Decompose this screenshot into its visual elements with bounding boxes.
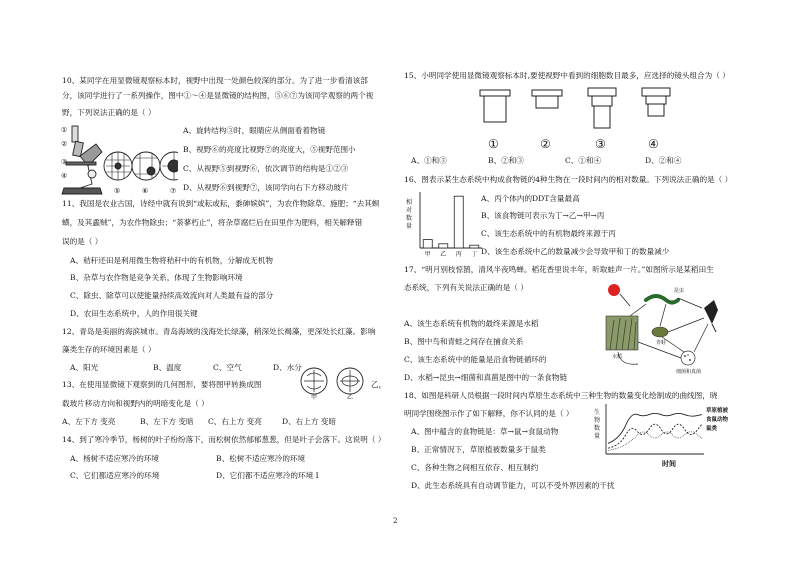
q11-option-b: B、杂草与农作物是竞争关系，体现了生物影响环境 xyxy=(70,273,243,282)
q15-fig-label-4: ④ xyxy=(648,137,659,151)
q15-fig-label-3: ③ xyxy=(595,137,606,151)
q14-line1: 14、到了寒冷季节，杨树的叶子纷纷落下，而松树依然郁郁葱葱，但是叶子会落下。这说明（ ） xyxy=(62,435,386,444)
q11-line1: 11、我国是农业古国，诗经中就有说到“或耘或耘，黍砷嫔嫔”，为农作物除草、施肥；“去其螟 xyxy=(62,199,380,208)
q18-option-a: A、图中蕴含的食物链是：草→鼠→食鼠动物 xyxy=(411,427,559,436)
q15-option-c: C、①和④ xyxy=(565,156,602,165)
q11-option-a: A、秸秆还田是利用微生物将秸秆中的有机物，分解成无机物 xyxy=(70,256,273,265)
q11-option-d: D、农田生态系统中，人的作用很关键 xyxy=(70,309,198,318)
q10-fig-label-5: ⑤ xyxy=(114,187,121,195)
q13-line1-end: 乙， xyxy=(371,380,387,389)
q12-option-c: C、空气 xyxy=(213,363,242,372)
q11-line2: 蟥，及其蟊贼”，为农作物除虫；“荼蓼朽止”，将杂草腐烂后在田里作为肥料，相关解释错 xyxy=(62,218,363,227)
q18-line2: 明同学围绕图示作了如下解释，你不认同的是（ ） xyxy=(404,409,574,418)
q10-line1: 10、某同学在用显微镜观察标本时，视野中出现一处颜色较深的部分。为了进一步看清该部 xyxy=(62,76,368,85)
q12-option-d: D、水分 xyxy=(273,363,302,372)
q13-fig-label-jia: 甲 xyxy=(311,394,318,400)
q10-fig-label-3: ③ xyxy=(61,158,68,166)
q15-option-d: D、②和④ xyxy=(645,156,682,165)
q13-option-b: B、左下方 变暗 xyxy=(140,417,194,426)
q10-option-a: A、旋转结构③时，眼睛应从侧面看着物镜 xyxy=(183,126,326,135)
q18-ylabel-2: 物 xyxy=(594,417,601,424)
q16-bar-2 xyxy=(454,196,463,248)
q15-line1: 15、小明同学使用显微镜观察标本时,要使视野中看到的细胞数目最多，应选择的镜头组合为（ ） xyxy=(404,71,730,80)
q16-tick-label-2: 丙 xyxy=(455,251,462,258)
q13-figure xyxy=(298,364,370,400)
q16-ylabel-1: 相 xyxy=(406,199,413,206)
q17-figure xyxy=(600,282,740,376)
q17-option-d: D、水稻→昆虫→细菌和真菌是图中的一条食物链 xyxy=(404,373,568,382)
q13-fig-label-yi: 乙 xyxy=(347,394,354,400)
q16-bar-3 xyxy=(470,245,479,248)
q16-bar-0 xyxy=(423,240,432,248)
page-number: 2 xyxy=(393,517,398,525)
q16-line1: 16、图表示某生态系统中构成食物链的4种生物在一段时间内的相对数量。下列说法正确的是（ ） xyxy=(404,175,733,184)
q16-ylabel-2: 对 xyxy=(406,207,413,214)
q17-line1: 17、“明月别枝惊鹊，清风半夜鸣蝉。稻花香里说丰年，听取蛙声一片。”如图所示是某稻田生 xyxy=(404,265,714,274)
q16-tick-label-0: 甲 xyxy=(424,251,431,258)
q15-option-b: B、②和③ xyxy=(488,156,524,165)
q17-option-b: B、图中鸟和青蛙之间存在捕食关系 xyxy=(404,337,524,346)
q10-fig-label-2: ② xyxy=(61,140,68,148)
q16-bar-1 xyxy=(439,244,448,248)
q10-fig-label-4: ④ xyxy=(61,172,68,180)
q17-label-microbe: 细菌和真菌 xyxy=(676,369,702,375)
q12-option-a: A、阳光 xyxy=(70,363,99,372)
q18-option-d: D、此生态系统具有自动调节能力，可以不受外界因素的干扰 xyxy=(411,481,615,490)
q13-line2: 载玻片移动方向和视野内的明暗变化是（ ） xyxy=(62,399,209,408)
frog-icon xyxy=(652,327,668,337)
q17-option-a: A、该生态系统有机物的最终来源是水稻 xyxy=(404,319,539,328)
q10-fig-label-6: ⑥ xyxy=(142,187,149,195)
q11-line3: 误的是（ ） xyxy=(62,237,103,246)
q13-option-d: D、右上方 变暗 xyxy=(282,417,337,426)
q14-option-c: C、它们都适应寒冷的环境 xyxy=(70,471,160,480)
q10-option-d: D、从视野⑥到视野⑦，该同学向右下方移动玻片 xyxy=(183,183,349,192)
q18-ylabel-1: 生 xyxy=(594,409,601,416)
q13-line1: 13、在使用显微镜下观察到的几何图形，要将图甲转换成图 xyxy=(62,380,262,389)
q17-label-frog: 青蛙 xyxy=(656,340,667,346)
q16-tick-label-3: 丁 xyxy=(471,251,478,258)
q10-line3: 野，下列说法正确的是（ ） xyxy=(62,108,156,117)
q12-line1: 12、青岛是美丽的海滨城市。青岛海域的浅海处长绿藻，稍深处长褐藻，更深处长红藻。影响 xyxy=(62,327,376,336)
q12-line2: 藻类生存的环境因素是（ ） xyxy=(62,345,156,354)
q17-line2: 态系统，下列有关说法正确的是（ ） xyxy=(404,283,528,292)
q16-option-a: A、丙个体内的DDT含量最高 xyxy=(481,194,580,203)
q18-series-2 xyxy=(608,432,702,451)
q16-option-c: C、该生态系统中的有机物最终来源于丙 xyxy=(481,229,616,238)
q16-chart xyxy=(404,188,484,260)
q18-option-b: B、正常情况下，草原植被数量多于鼠类 xyxy=(411,445,546,454)
sun-icon xyxy=(608,284,620,296)
q18-xlabel: 时间 xyxy=(662,459,676,468)
q15-fig-label-1: ① xyxy=(488,137,499,151)
q16-ylabel-4: 量 xyxy=(406,223,413,230)
q13-option-c: C、右上方 变亮 xyxy=(208,417,262,426)
q11-option-c: C、除虫、除草可以使能量持续高效流向对人类最有益的部分 xyxy=(70,291,274,300)
q18-legend-1: 草原植被 xyxy=(706,408,729,414)
q15-fig-label-2: ② xyxy=(540,137,551,151)
bird-icon xyxy=(704,300,718,324)
q13-option-a: A、左下方 变亮 xyxy=(62,417,116,426)
q15-option-a: A、①和③ xyxy=(411,156,447,165)
q15-figure xyxy=(470,86,700,154)
insect-icon xyxy=(646,296,678,303)
q17-label-rice: 水稻 xyxy=(612,354,623,360)
q18-series-1 xyxy=(608,424,702,448)
q16-option-d: D、该生态系统中乙的数量减少会导致甲和丁的数量减少 xyxy=(481,247,670,256)
q14-option-a: A、杨树不适应寒冷的环境 xyxy=(70,454,160,463)
q18-ylabel-4: 量 xyxy=(594,433,601,440)
q18-ylabel-3: 数 xyxy=(594,425,601,432)
q18-legend-2: 食鼠动物 xyxy=(706,417,729,423)
q18-line1: 18、如图是科研人员根据一段时间内草原生态系统中三种生物的数量变化绘制成的曲线图，晓 xyxy=(404,391,718,400)
q18-option-c: C、各种生物之间相互依存、相互制约 xyxy=(411,463,539,472)
q10-fig-label-7: ⑦ xyxy=(170,187,177,195)
q10-line2: 分，该同学进行了一系列操作，图中①～④是显微镜的结构图，⑤⑥⑦为该同学观察的两个视 xyxy=(62,91,374,100)
q10-fig-label-1: ① xyxy=(61,126,68,134)
q16-tick-label-1: 乙 xyxy=(440,251,447,258)
q17-option-c: C、该生态系统中的能量是沿食物链循环的 xyxy=(404,355,547,364)
q10-option-c: C、从视野⑤到视野⑥，依次调节的结构是①②③ xyxy=(183,164,349,173)
q12-option-b: B、温度 xyxy=(153,363,182,372)
q18-legend-3: 鼠类 xyxy=(706,426,718,432)
q18-chart xyxy=(592,402,742,470)
q16-ylabel-3: 数 xyxy=(406,215,413,222)
q16-option-b: B、该食物链可表示为丁→乙→甲→丙 xyxy=(481,211,605,220)
q10-option-b: B、视野⑥的亮度比视野⑦的亮度大，⑤视野范围小 xyxy=(183,145,356,154)
microbe-icon xyxy=(681,351,695,365)
q14-option-b: B、松树不适应寒冷的环境 xyxy=(216,454,306,463)
q14-option-d: D、它们都不适应寒冷的环境 I xyxy=(216,471,319,480)
q18-series-0 xyxy=(608,413,702,443)
q10-figure xyxy=(58,122,178,197)
q17-label-insect: 昆虫 xyxy=(674,288,685,294)
